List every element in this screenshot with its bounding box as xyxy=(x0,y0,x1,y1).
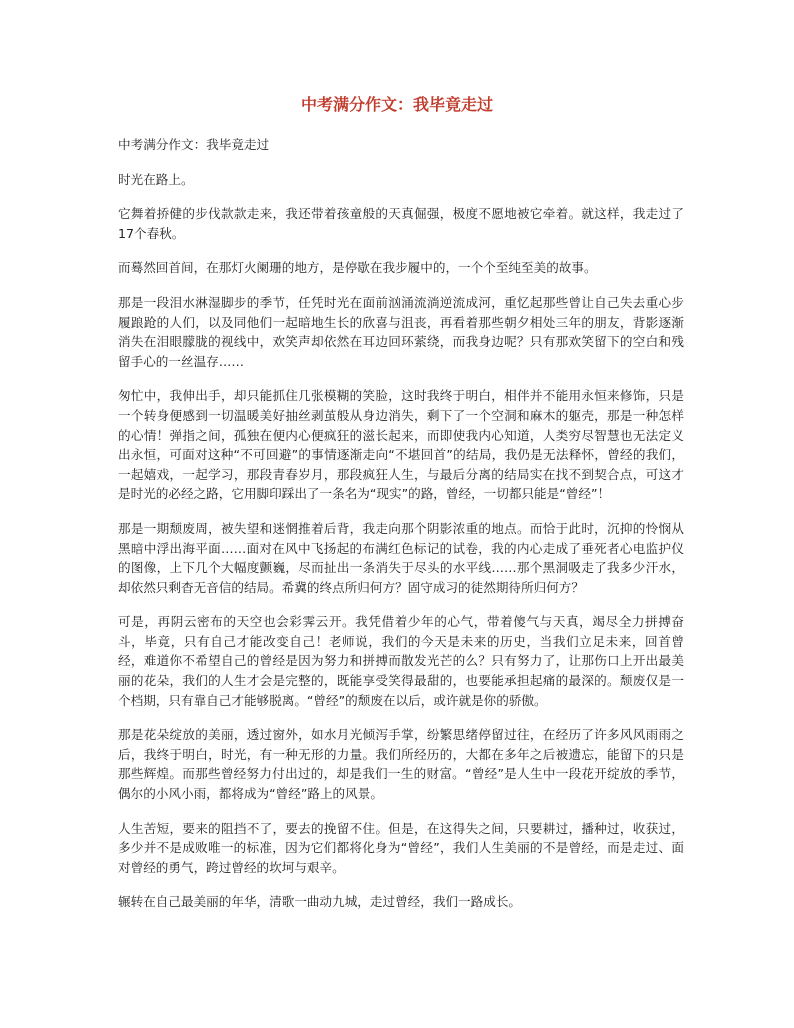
paragraph-subtitle: 中考满分作文：我毕竟走过 xyxy=(118,137,270,152)
paragraph: 时光在路上。 xyxy=(118,171,194,187)
paragraph: 匆忙中，我伸出手，却只能抓住几张模糊的笑脸，这时我终于明白，相伴并不能用永恒来修饰，只是一个转身便感到一切温暖美好抽丝剥茧般从身边消失，剩下了一个空洞和麻木的躯壳，那是一种怎样的心情！弹指之间，孤独在便内心便疯狂的滋长起来，而即使我内心知道，人类穷尽智慧也无法定义出永恒，可面对这种“不可回避”的事情逐渐走向“不堪回首”的结局，我仍是无法释怀，曾经的我们，一起嬉戏，一起学习，那段青春岁月，那段疯狂人生，与最后分离的结局实在找不到契合点，可这才是时光的必经之路，它用脚印踩出了一条名为“现实”的路，曾经，一切都只能是“曾经”！ xyxy=(118,388,684,502)
paragraph: 而蓦然回首间，在那灯火阑珊的地方，是停歇在我步履中的，一个个至纯至美的故事。 xyxy=(118,260,597,276)
paragraph: 人生苦短，要来的阻挡不了，要去的挽留不住。但是，在这得失之间，只要耕过，播种过，收获过，多少并不是成败唯一的标准，因为它们都将化身为“曾经”，我们人生美丽的不是曾经，而是走过、面对曾经的勇气，跨过曾经的坎坷与艰辛。 xyxy=(118,820,684,875)
paragraph: 那是一期颓废周，被失望和迷惘推着后背，我走向那个阴影浓重的地点。而恰于此时，沉抑的怜悯从黑暗中浮出海平面……面对在风中飞扬起的布满红色标记的试卷，我的内心走成了垂死者心电监护仪的图像，上下几个大幅度颤巍，尽而扯出一条消失于尽头的水平线……那个黑洞吸走了我多少汗水，却依然只剩杳无音信的结局。希冀的终点所归何方？固守成习的徒然期待所归何方？ xyxy=(118,520,684,595)
paragraph: 它舞着挢健的步伐款款走来，我还带着孩童般的天真倔强，极度不愿地被它牵着。就这样，我走过了17个春秋。 xyxy=(118,206,684,241)
document-body xyxy=(118,135,684,927)
paragraph: 辗转在自己最美丽的年华，清歌一曲动九城，走过曾经，我们一路成长。 xyxy=(118,894,521,910)
paragraph: 那是一段泪水淋湿脚步的季节，任凭时光在面前汹涌流淌逆流成河，重忆起那些曾让自己失去重心步履踉跄的人们，以及同他们一起暗地生长的欣喜与沮丧，再看着那些朝夕相处三年的朋友，背影逐渐消失在泪眼朦胧的视线中，欢笑声却依然在耳边回环萦绕，而我身边呢？只有那欢笑留下的空白和残留手心的一丝温存…… xyxy=(118,294,684,369)
paragraph: 可是，再阴云密布的天空也会彩霁云开。我凭借着少年的心气，带着傻气与天真，竭尽全力拼搏奋斗，毕竟，只有自己才能改变自己！老师说，我们的今天是未来的历史，当我们立足未来，回首曾经，难道你不希望自己的曾经是因为努力和拼搏而散发光芒的么？只有努力了，让那伤口上开出最美丽的花朵，我们的人生才会是完整的，既能享受笑得最甜的，也要能承担起痛的最深的。颓废仅是一个档期，只有靠自己才能够脱离。“曾经”的颓废在以后，或许就是你的骄傲。 xyxy=(118,614,684,708)
paragraph: 那是花朵绽放的美丽，透过窗外，如水月光倾泻手掌，纷繁思绪停留过往，在经历了许多风风雨雨之后，我终于明白，时光，有一种无形的力量。我们所经历的，大都在多年之后被遗忘，能留下的只是那些辉煌。而那些曾经努力付出过的，却是我们一生的财富。“曾经”是人生中一段花开绽放的季节，偶尔的小风小雨，都将成为“曾经”路上的风景。 xyxy=(118,727,684,802)
document-title: 中考满分作文：我毕竟走过 xyxy=(300,95,493,114)
